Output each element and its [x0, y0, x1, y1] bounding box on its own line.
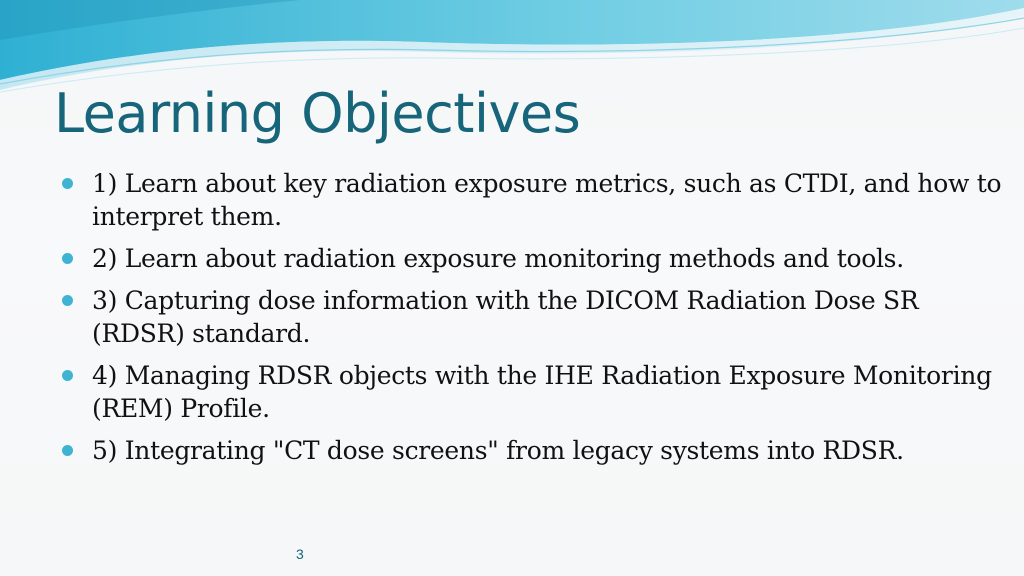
- objective-item: [62, 242, 1002, 275]
- objective-text: 2) Learn about radiation exposure monitoring methods and tools.: [92, 244, 904, 273]
- objective-item: [62, 359, 1002, 425]
- objective-text: 4) Managing RDSR objects with the IHE Radiation Exposure Monitoring (REM) Profile.: [92, 361, 992, 423]
- bullet-dot-icon: [62, 295, 73, 306]
- objective-item: [62, 434, 1002, 467]
- objective-text: 5) Integrating "CT dose screens" from legacy systems into RDSR.: [92, 436, 904, 465]
- page-number: 3: [296, 546, 304, 562]
- objective-text: 3) Capturing dose information with the DICOM Radiation Dose SR (RDSR) standard.: [92, 286, 919, 348]
- objectives-list: [62, 167, 1002, 476]
- objective-item: [62, 284, 1002, 350]
- bullet-dot-icon: [62, 178, 73, 189]
- bullet-dot-icon: [62, 445, 73, 456]
- objective-item: [62, 167, 1002, 233]
- slide-title: Learning Objectives: [54, 82, 581, 145]
- bullet-dot-icon: [62, 253, 73, 264]
- bullet-dot-icon: [62, 370, 73, 381]
- objective-text: 1) Learn about key radiation exposure metrics, such as CTDI, and how to interpret them.: [92, 169, 1002, 231]
